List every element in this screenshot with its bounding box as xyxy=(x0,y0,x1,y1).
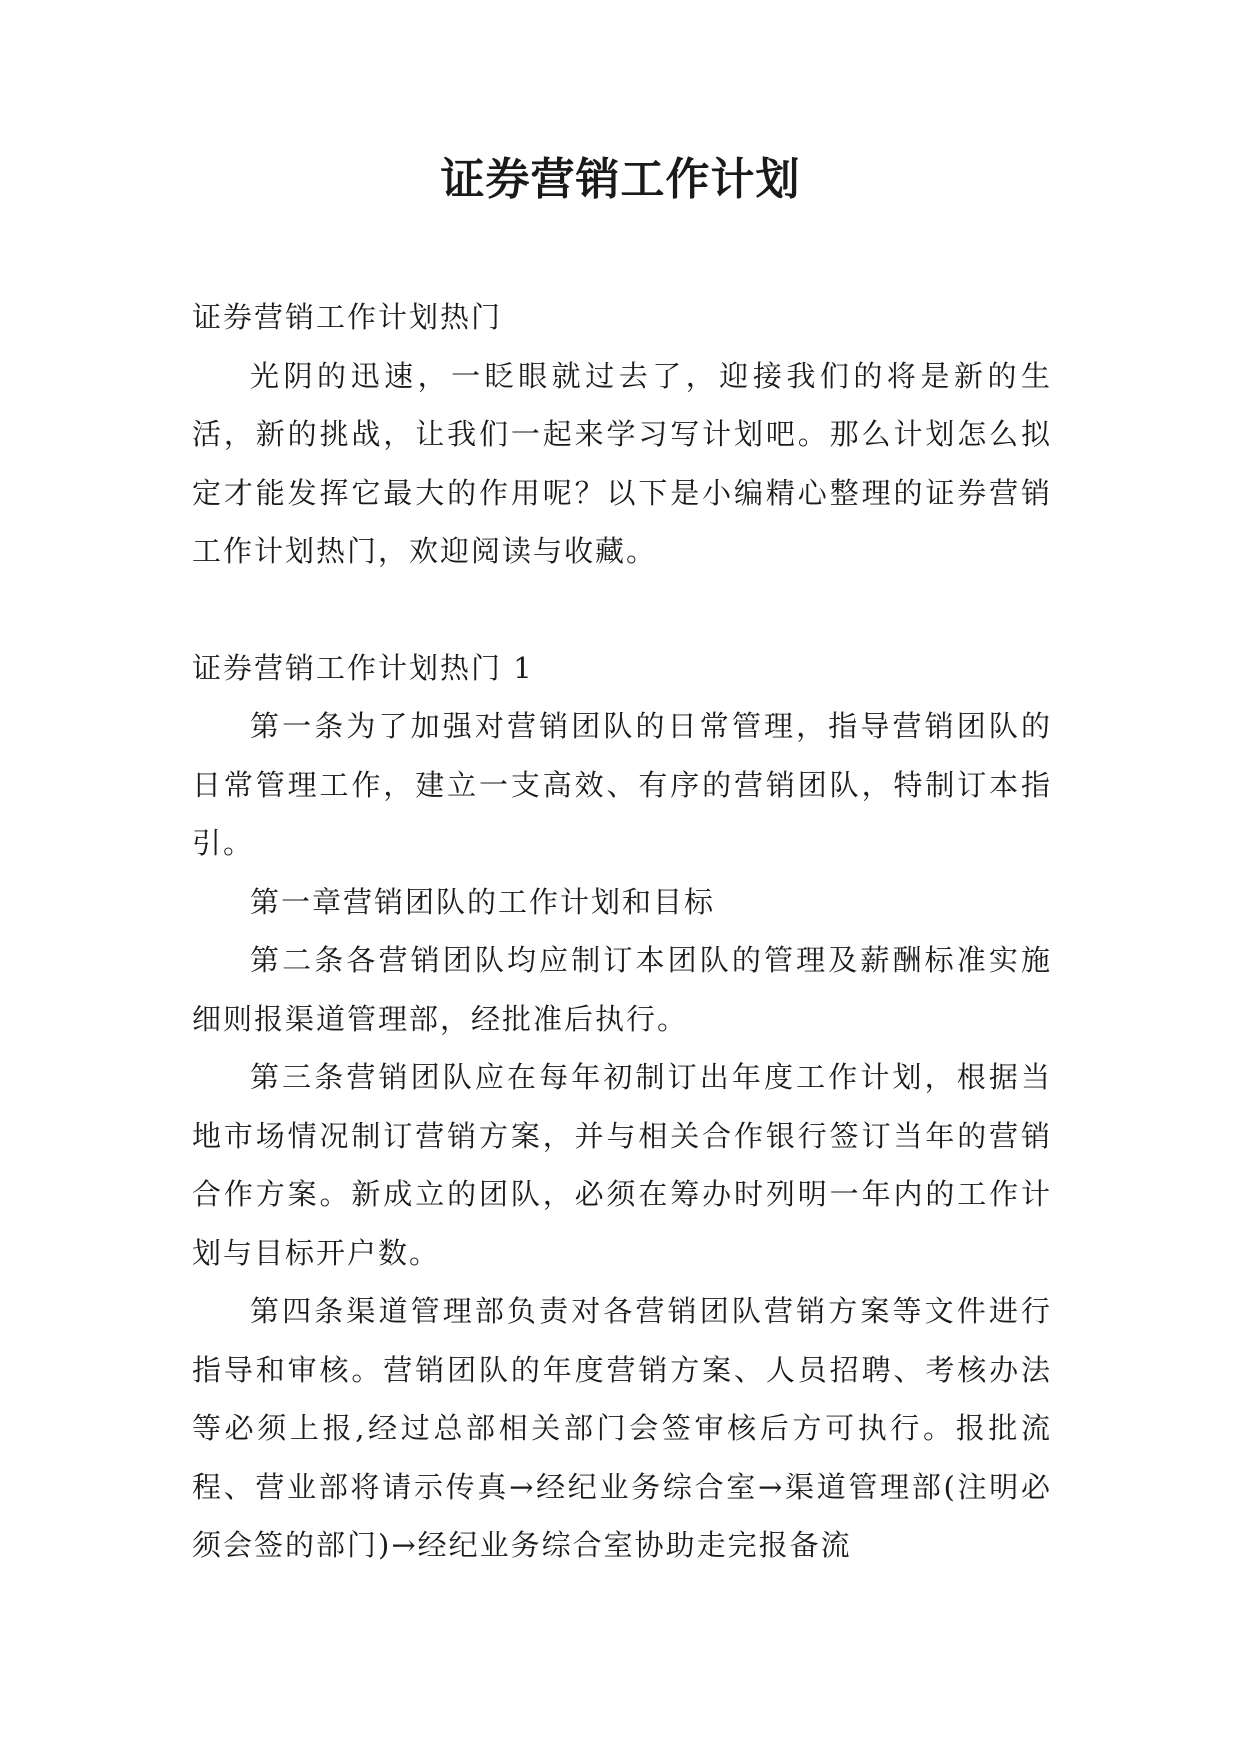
chapter-1-heading: 第一章营销团队的工作计划和目标 xyxy=(250,884,716,919)
subtitle-heading: 证券营销工作计划热门 xyxy=(192,300,503,334)
intro-paragraph: 光阴的迅速，一眨眼就过去了，迎接我们的将是新的生活，新的挑战，让我们一起来学习写计划吧。那么计划怎么拟定才能发挥它最大的作用呢？以下是小编精心整理的证券营销工作计划热门，欢迎阅读与收藏。 xyxy=(192,358,1052,568)
document-body xyxy=(192,288,1052,1575)
article-4-paragraph: 第四条渠道管理部负责对各营销团队营销方案等文件进行指导和审核。营销团队的年度营销方案、人员招聘、考核办法等必须上报,经过总部相关部门会签审核后方可执行。报批流程、营业部将请示传真→经纪业务综合室→渠道管理部(注明必须会签的部门)→经纪业务综合室协助走完报备流 xyxy=(192,1294,1052,1562)
section-heading: 证券营销工作计划热门 1 xyxy=(192,650,534,685)
article-1-paragraph: 第一条为了加强对营销团队的日常管理，指导营销团队的日常管理工作，建立一支高效、有序的营销团队，特制订本指引。 xyxy=(192,709,1052,860)
article-2-paragraph: 第二条各营销团队均应制订本团队的管理及薪酬标准实施细则报渠道管理部，经批准后执行。 xyxy=(192,943,1052,1036)
article-3-paragraph: 第三条营销团队应在每年初制订出年度工作计划，根据当地市场情况制订营销方案，并与相关合作银行签订当年的营销合作方案。新成立的团队，必须在筹办时列明一年内的工作计划与目标开户数。 xyxy=(192,1060,1052,1270)
document-title: 证券营销工作计划 xyxy=(440,154,801,205)
